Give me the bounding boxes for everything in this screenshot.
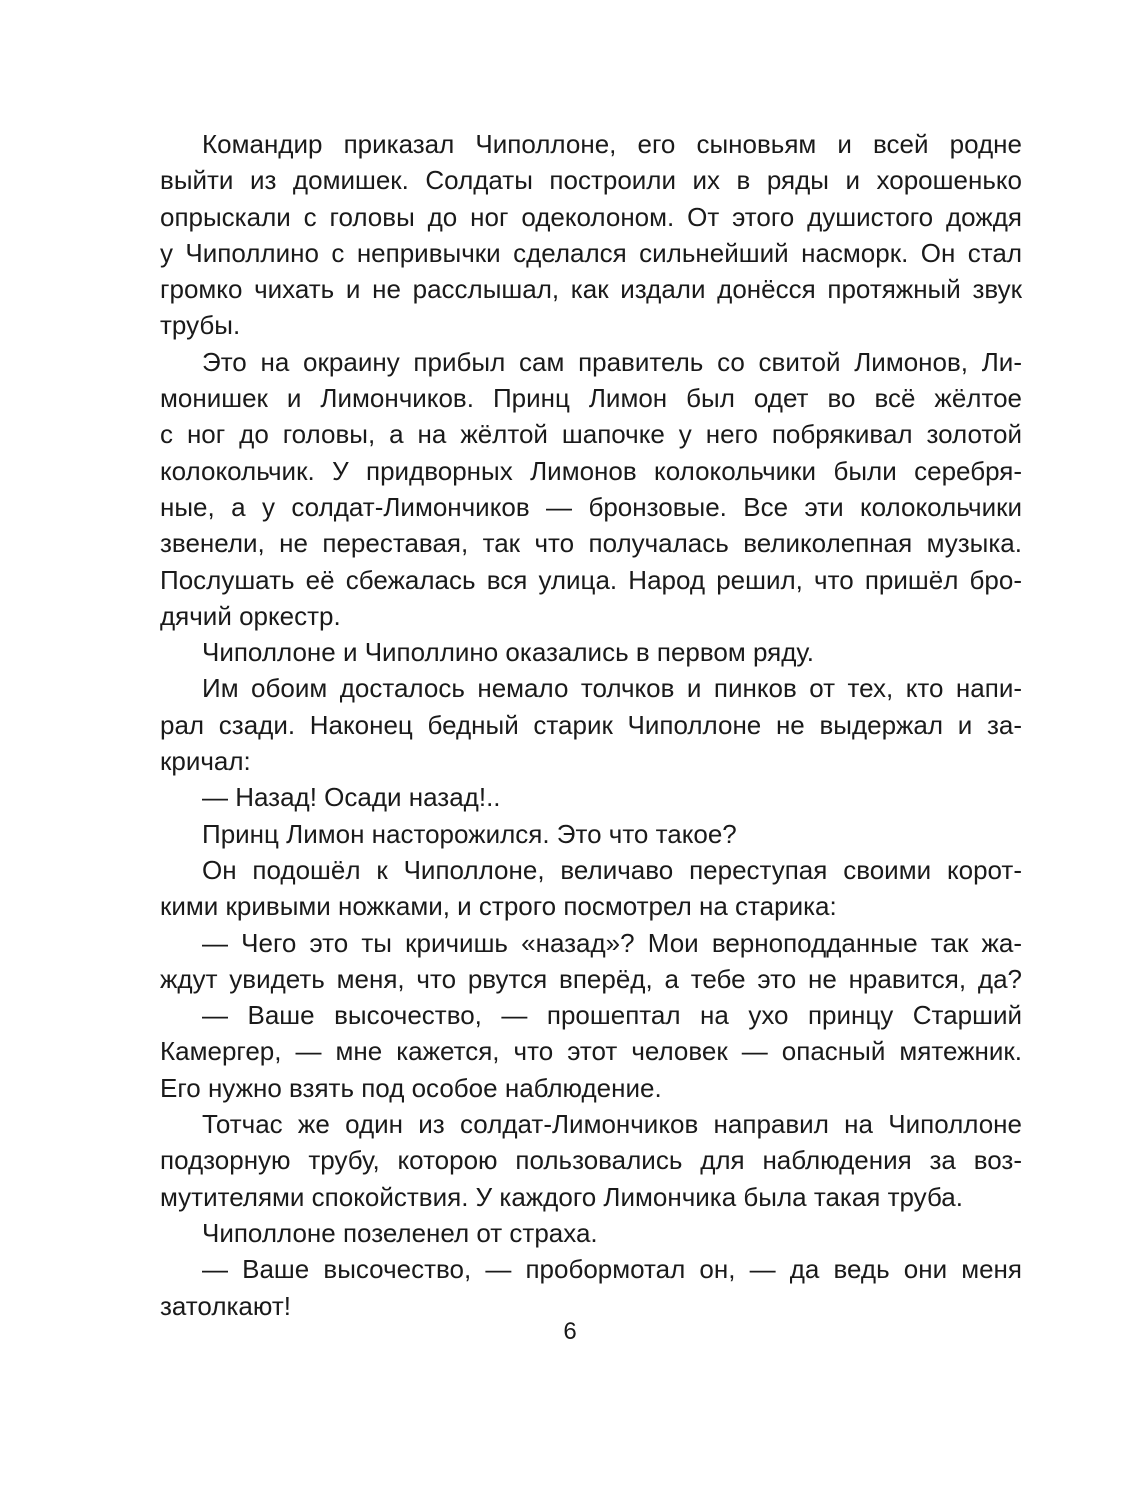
text-line: — Ваше высочество, — прошептал на ухо принцу Старший bbox=[202, 1000, 1022, 1031]
text-line: кричал: bbox=[160, 746, 251, 777]
text-line: громко чихать и не расслышал, как издали донёсся протяжный звук bbox=[160, 274, 1022, 305]
text-line: ждут увидеть меня, что рвутся вперёд, а тебе это не нравится, да? bbox=[160, 963, 1022, 994]
text-line: подзорную трубу, которою пользовались для наблюдения за воз- bbox=[160, 1145, 1022, 1176]
text-line: Послушать её сбежалась вся улица. Народ решил, что пришёл бро- bbox=[160, 564, 1022, 595]
text-line: ные, а у солдат-Лимончиков — бронзовые. Все эти колокольчики bbox=[160, 491, 1022, 522]
text-line: у Чиполлино с непривычки сделался сильнейший насморк. Он стал bbox=[160, 237, 1022, 268]
text-line: Он подошёл к Чиполлоне, величаво переступая своими корот- bbox=[202, 854, 1022, 885]
text-line: выйти из домишек. Солдаты построили их в ряды и хорошенько bbox=[160, 165, 1022, 196]
text-line: Им обоим досталось немало толчков и пинков от тех, кто напи- bbox=[202, 673, 1022, 704]
text-line: Принц Лимон насторожился. Это что такое? bbox=[202, 818, 737, 849]
text-line: трубы. bbox=[160, 310, 241, 341]
text-line: Камергер, — мне кажется, что этот человек — опасный мятежник. bbox=[160, 1036, 1022, 1067]
page-number: 6 bbox=[563, 1318, 577, 1345]
text-line: Чиполлоне и Чиполлино оказались в первом ряду. bbox=[202, 637, 815, 668]
text-line: Это на окраину прибыл сам правитель со свитой Лимонов, Ли- bbox=[202, 346, 1022, 377]
text-line: — Назад! Осади назад!.. bbox=[202, 782, 501, 813]
text-line: Чиполлоне позеленел от страха. bbox=[202, 1217, 598, 1248]
text-line: Тотчас же один из солдат-Лимончиков направил на Чиполлоне bbox=[202, 1109, 1022, 1140]
text-line: — Чего это ты кричишь «назад»? Мои верноподданные так жа- bbox=[202, 927, 1022, 958]
text-line: кими кривыми ножками, и строго посмотрел на старика: bbox=[160, 891, 837, 922]
text-line: с ног до головы, а на жёлтой шапочке у него побрякивал золотой bbox=[160, 419, 1022, 450]
text-line: колокольчик. У придворных Лимонов колокольчики были серебря- bbox=[160, 455, 1022, 486]
body-text bbox=[160, 126, 1022, 1324]
text-line: звенели, не переставая, так что получалась великолепная музыка. bbox=[160, 528, 1022, 559]
text-line: мутителями спокойствия. У каждого Лимончика была такая труба. bbox=[160, 1181, 963, 1212]
text-line: затолкают! bbox=[160, 1290, 291, 1321]
text-line: Командир приказал Чиполлоне, его сыновьям и всей родне bbox=[202, 129, 1022, 159]
text-line: рал сзади. Наконец бедный старик Чиполлоне не выдержал и за- bbox=[160, 709, 1022, 740]
text-line: Его нужно взять под особое наблюдение. bbox=[160, 1072, 662, 1103]
text-line: — Ваше высочество, — пробормотал он, — да ведь они меня bbox=[202, 1254, 1022, 1285]
text-line: опрыскали с головы до ног одеколоном. От этого душистого дождя bbox=[160, 201, 1022, 232]
text-line: монишек и Лимончиков. Принц Лимон был одет во всё жёлтое bbox=[160, 383, 1022, 414]
text-line: дячий оркестр. bbox=[160, 600, 341, 631]
